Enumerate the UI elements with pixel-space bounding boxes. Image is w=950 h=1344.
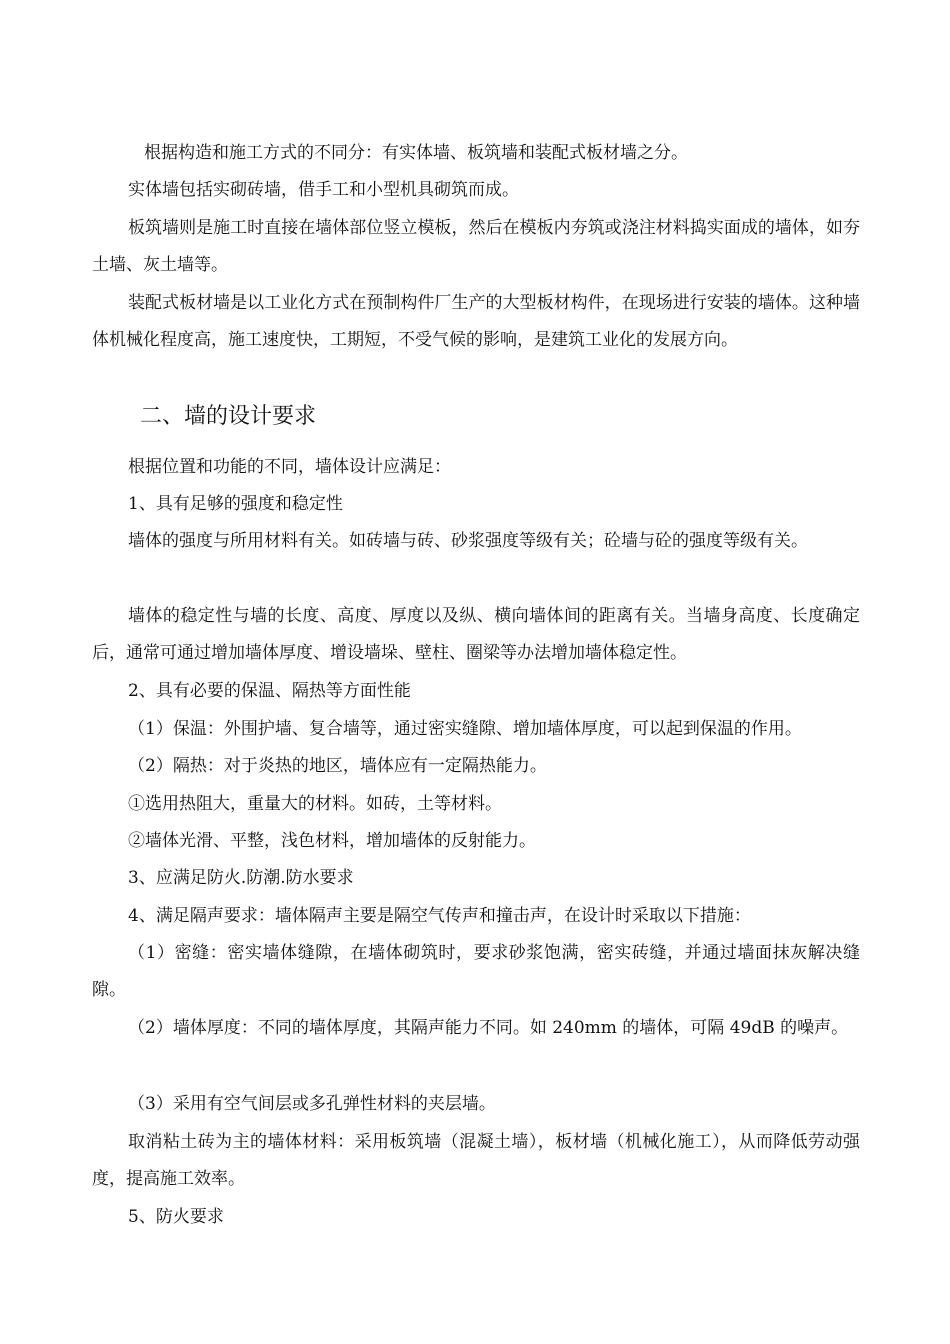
item-sound-insulation: 4、满足隔声要求：墙体隔声主要是隔空气传声和撞击声，在设计时采取以下措施：	[128, 906, 751, 926]
paragraph-design-intro: 根据位置和功能的不同，墙体设计应满足：	[128, 457, 451, 477]
paragraph-solid-wall: 实体墙包括实砌砖墙，借手工和小型机具砌筑而成。	[128, 180, 519, 200]
item-fire-requirement: 5、防火要求	[128, 1207, 224, 1227]
item-wall-thickness: （2）墙体厚度：不同的墙体厚度，其隔声能力不同。如 240mm 的墙体，可隔 49dB 的噪声。	[128, 1018, 849, 1038]
paragraph-wall-stability: 墙体的稳定性与墙的长度、高度、厚度以及纵、横向墙体间的距离有关。当墙身高度、长度确定后，通常可通过增加墙体厚度、增设墙垛、壁柱、圈梁等办法增加墙体稳定性。	[92, 606, 860, 663]
paragraph-wall-classification: 根据构造和施工方式的不同分：有实体墙、板筑墙和装配式板材墙之分。	[144, 143, 688, 163]
item-fire-moisture-water: 3、应满足防火.防潮.防水要求	[128, 868, 354, 888]
item-heat-insulation: （2）隔热：对于炎热的地区，墙体应有一定隔热能力。	[128, 756, 547, 776]
paragraph-formwork-wall: 板筑墙则是施工时直接在墙体部位竖立模板，然后在模板内夯筑或浇注材料捣实面成的墙体，如夯土墙、灰土墙等。	[92, 218, 860, 275]
item-smooth-light-color: ②墙体光滑、平整，浅色材料，增加墙体的反射能力。	[128, 831, 536, 851]
paragraph-wall-strength: 墙体的强度与所用材料有关。如砖墙与砖、砂浆强度等级有关；砼墙与砼的强度等级有关。	[128, 531, 808, 551]
item-insulation: 2、具有必要的保温、隔热等方面性能	[128, 681, 411, 701]
item-high-thermal-resistance: ①选用热阻大，重量大的材料。如砖，土等材料。	[128, 794, 502, 814]
paragraph-prefab-panel-wall: 装配式板材墙是以工业化方式在预制构件厂生产的大型板材构件，在现场进行安装的墙体。这种墙体机械化程度高，施工速度快，工期短，不受气候的影响，是建筑工业化的发展方向。	[92, 293, 860, 350]
item-sealing-joints: （1）密缝：密实墙体缝隙，在墙体砌筑时，要求砂浆饱满，密实砖缝，并通过墙面抹灰解决缝隙。	[92, 943, 860, 1000]
paragraph-cancel-clay-brick: 取消粘土砖为主的墙体材料：采用板筑墙（混凝土墙），板材墙（机械化施工），从而降低劳动强度，提高施工效率。	[92, 1132, 860, 1189]
item-heat-preservation: （1）保温：外围护墙、复合墙等，通过密实缝隙、增加墙体厚度，可以起到保温的作用。	[128, 719, 802, 739]
item-cavity-wall: （3）采用有空气间层或多孔弹性材料的夹层墙。	[128, 1094, 496, 1114]
section-heading-design-requirements: 二、墙的设计要求	[140, 404, 317, 429]
item-strength-stability: 1、具有足够的强度和稳定性	[128, 494, 343, 514]
